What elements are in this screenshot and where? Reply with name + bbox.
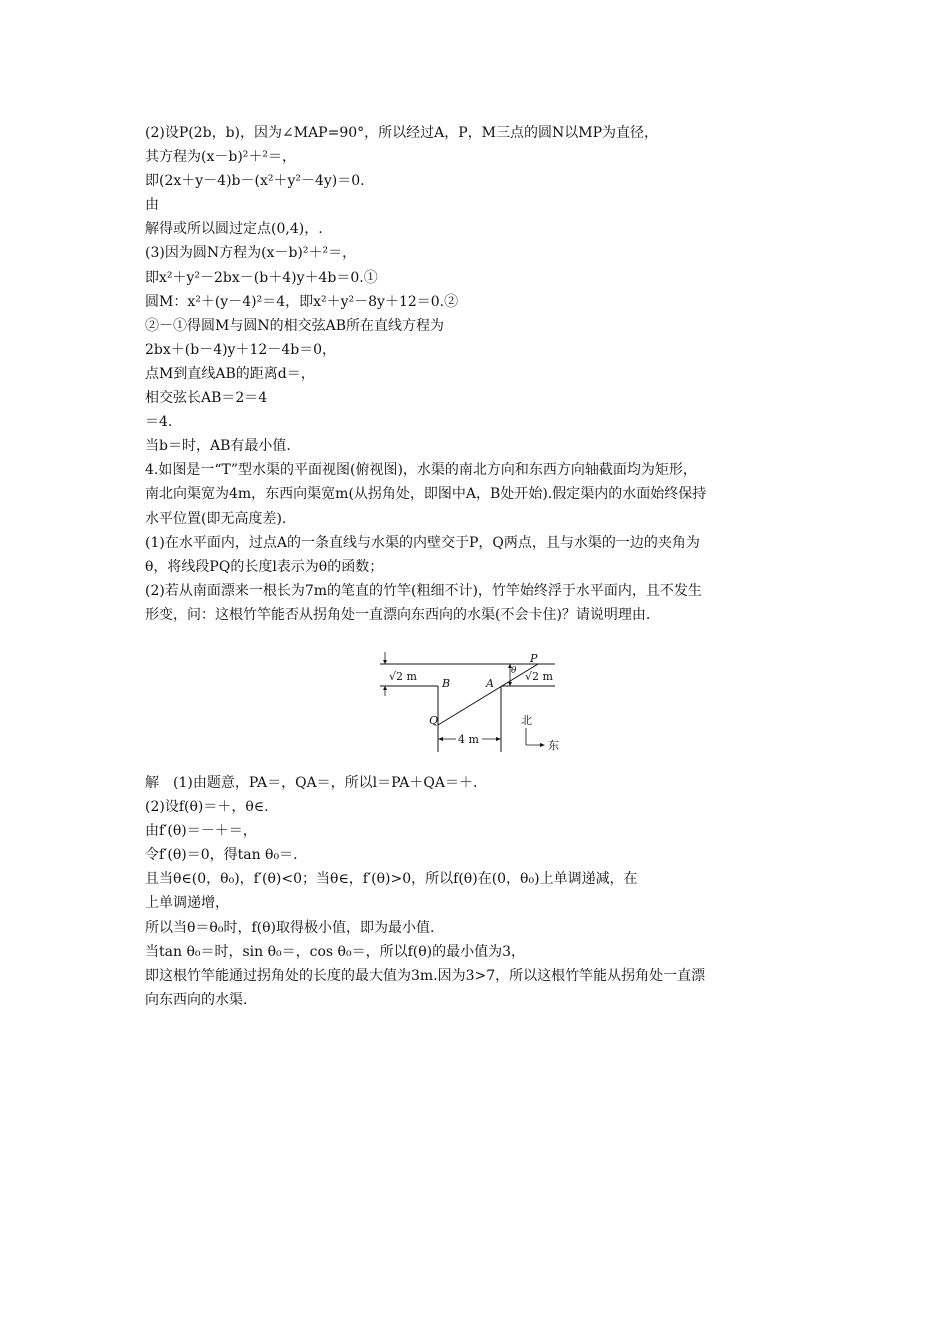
text-line: 点M到直线AB的距离d＝，: [145, 365, 315, 382]
width-4m-arrowhead-left: [438, 737, 443, 741]
right-width-label: √2 m: [525, 670, 553, 683]
solution-line: 即这根竹竿能通过拐角处的长度的最大值为3m.因为3>7，所以这根竹竿能从拐角处一直漂: [145, 967, 706, 984]
problem-4-line: (1)在水平面内，过点A的一条直线与水渠的内壁交于P，Q两点，且与水渠的一边的夹角为: [145, 534, 700, 551]
text-line: 2bx＋(b－4)y＋12－4b＝0，: [145, 341, 337, 358]
t-canal-svg: [380, 650, 570, 755]
solution-line: 且当θ∈(0，θ₀)，f′(θ)<0；当θ∈，f′(θ)>0，所以f(θ)在(0，θ₀)上单调递减，在: [145, 871, 638, 888]
problem-4-line: 南北向渠宽为4m，东西向渠宽m(从拐角处，即图中A，B处开始).假定渠内的水面始终保持: [145, 486, 707, 503]
left-width-label: √2 m: [389, 670, 417, 683]
text-line: 解得或所以圆过定点(0,4)，.: [145, 221, 323, 238]
point-a-label: A: [486, 677, 494, 690]
problem-4-line: 4.如图是一“T”型水渠的平面视图(俯视图)，水渠的南北方向和东西方向轴截面均为矩形，: [145, 462, 697, 479]
point-q-label: Q: [429, 714, 439, 727]
solution-line: 由f′(θ)＝－＋＝，: [145, 823, 257, 840]
solution-line: 当tan θ₀＝时，sin θ₀＝，cos θ₀＝，所以f(θ)的最小值为3，: [145, 943, 526, 960]
compass-east-arrowhead: [540, 743, 545, 747]
text-line: 圆M：x²＋(y－4)²＝4，即x²＋y²－8y＋12＝0.②: [145, 293, 459, 310]
left-width-arrowhead-bottom: [383, 686, 387, 690]
text-line: (2)设P(2b，b)，因为∠MAP=90°，所以经过A，P，M三点的圆N以MP为直径，: [145, 125, 659, 141]
text-line: ②－①得圆M与圆N的相交弦AB所在直线方程为: [145, 317, 444, 334]
problem-4-line: 水平位置(即无高度差).: [145, 510, 287, 527]
solution-line: 上单调递增，: [145, 895, 229, 912]
solution-line: (2)设f(θ)＝＋，θ∈.: [145, 799, 269, 816]
width-4m-arrowhead-right: [496, 737, 501, 741]
text-line: 当b＝时，AB有最小值.: [145, 438, 291, 455]
problem-4-line: (2)若从南面漂来一根长为7m的笔直的竹竿(粗细不计)，竹竿始终浮于水平面内，且不发生: [145, 582, 702, 599]
problem-4-line: θ，将线段PQ的长度l表示为θ的函数；: [145, 558, 384, 575]
angle-theta-label: θ: [511, 666, 517, 676]
text-line: 其方程为(x－b)²＋²＝，: [145, 149, 297, 166]
text-line: ＝4.: [145, 414, 173, 431]
text-line: (3)因为圆N方程为(x－b)²＋²＝，: [145, 245, 357, 262]
solution-line: 所以当θ＝θ₀时，f(θ)取得极小值，即为最小值.: [145, 919, 435, 936]
solution-line: 解 (1)由题意，PA＝，QA＝，所以l＝PA＋QA＝＋.: [145, 774, 478, 791]
compass-north-label: 北: [521, 714, 532, 727]
problem-text: [145, 121, 815, 1012]
text-line: 相交弦长AB＝2＝4: [145, 390, 268, 407]
text-line: 由: [145, 197, 159, 214]
problem-4-line: 形变，问：这根竹竿能否从拐角处一直漂向东西向的水渠(不会卡住)？请说明理由.: [145, 606, 651, 623]
text-line: 即x²＋y²－2bx－(b＋4)y＋4b＝0.①: [145, 269, 378, 286]
text-line: 即(2x＋y－4)b－(x²＋y²－4y)＝0.: [145, 173, 365, 190]
width-4m-label: 4 m: [458, 733, 479, 746]
t-canal-diagram: [380, 650, 570, 755]
point-p-label: P: [530, 652, 538, 665]
right-width-arrowhead-bottom: [508, 682, 512, 686]
point-b-label: B: [442, 677, 451, 690]
solution-line: 向东西向的水渠.: [145, 991, 248, 1008]
solution-line: 令f′(θ)＝0，得tan θ₀＝.: [145, 847, 298, 864]
left-width-arrowhead-top: [383, 660, 387, 664]
compass-east-label: 东: [548, 739, 559, 752]
